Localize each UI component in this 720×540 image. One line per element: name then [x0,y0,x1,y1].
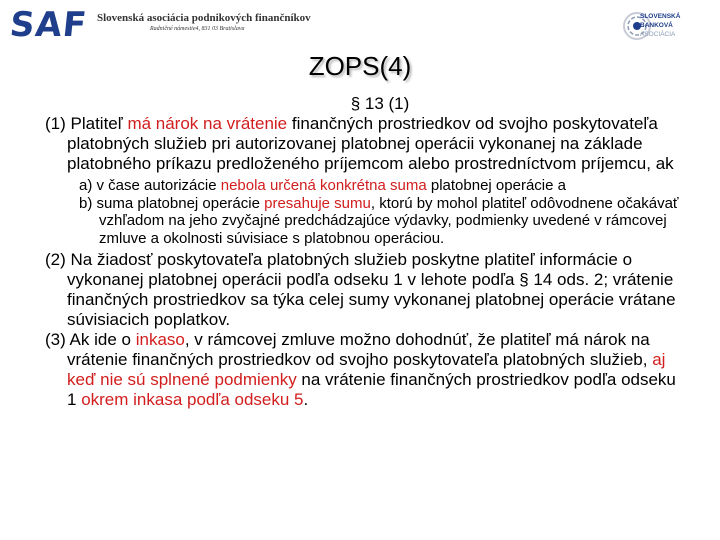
subpoint-a-highlight: nebola určená konkrétna suma [220,177,427,194]
slide-header [0,0,720,48]
paragraph-3-text-g: . [303,390,309,409]
paragraph-1-text-a: (1) Platiteľ [45,114,128,133]
paragraph-3-text-a: (3) Ak ide o [45,330,136,349]
paragraph-1-highlight: má nárok na vrátenie [127,114,288,133]
slide-title: ZOPS(4) [308,51,412,81]
paragraph-3-text-e: na vrátenie finančných prostriedkov podľa odseku 1 [67,370,676,409]
paragraph-3-highlight-exception: okrem inkasa podľa odseku 5 [81,390,304,409]
subpoint-b-text-c: , ktorú by mohol platiteľ odôvodnene očakávať vzhľadom na jeho zvyčajné predchádzajúce výdavky, podmienky uvedené v rámcovej zmluve a okolnosti súvisiace s platobnou operáciou. [99,194,679,247]
sba-line3: ASOCIÁCIA [640,31,676,38]
sba-logo [618,8,714,44]
paragraph-1-text-c: finančných prostriedkov od svojho poskytovateľa platobných služieb pri autorizovanej platobnej operácii vykonanej na základe platobného príkazu predloženého príjemcom alebo prostredníctvom príjemcu, ak [67,114,674,173]
paragraph-3 [45,330,687,410]
paragraph-1 [45,114,687,174]
association-name: Slovenská asociácia podnikových finančníkov [97,12,311,24]
association-address: Radničné námestie4, 831 03 Bratislava [150,26,245,32]
subpoint-a [79,177,699,195]
section-heading: § 13 (1) [350,94,410,113]
sba-line1: SLOVENSKÁ [640,13,681,20]
subpoint-b-text-a: b) suma platobnej operácie [79,194,265,212]
paragraph-2: (2) Na žiadosť poskytovateľa platobných služieb poskytne platiteľ informácie o vykonanej platobnej operácii podľa odseku 1 v lehote podľa § 14 ods. 2; vrátenie finančných prostriedkov sa týka celej sumy vykonanej platobnej operácie vrátane súvisiacich poplatkov. [45,250,676,329]
subpoint-b-highlight: presahuje sumu [264,194,371,212]
paragraph-3-text-c: , v rámcovej zmluve možno dohodnúť, že platiteľ má nárok na vrátenie finančných prostriedkov od svojho poskytovateľa platobných služieb, [67,330,653,369]
sba-line2: BANKOVÁ [640,22,673,29]
paragraph-3-highlight-conditions: aj keď nie sú splnené podmienky [67,350,666,389]
slide-content [0,94,720,410]
subpoint-a-text-a: a) v čase autorizácie [79,177,221,194]
paragraph-3-highlight-inkaso: inkaso [135,330,185,349]
subpoint-a-text-c: platobnej operácie a [426,177,566,194]
saf-logo: SAF [7,5,90,45]
sba-logo-text [640,12,680,39]
subpoint-b [79,195,699,248]
